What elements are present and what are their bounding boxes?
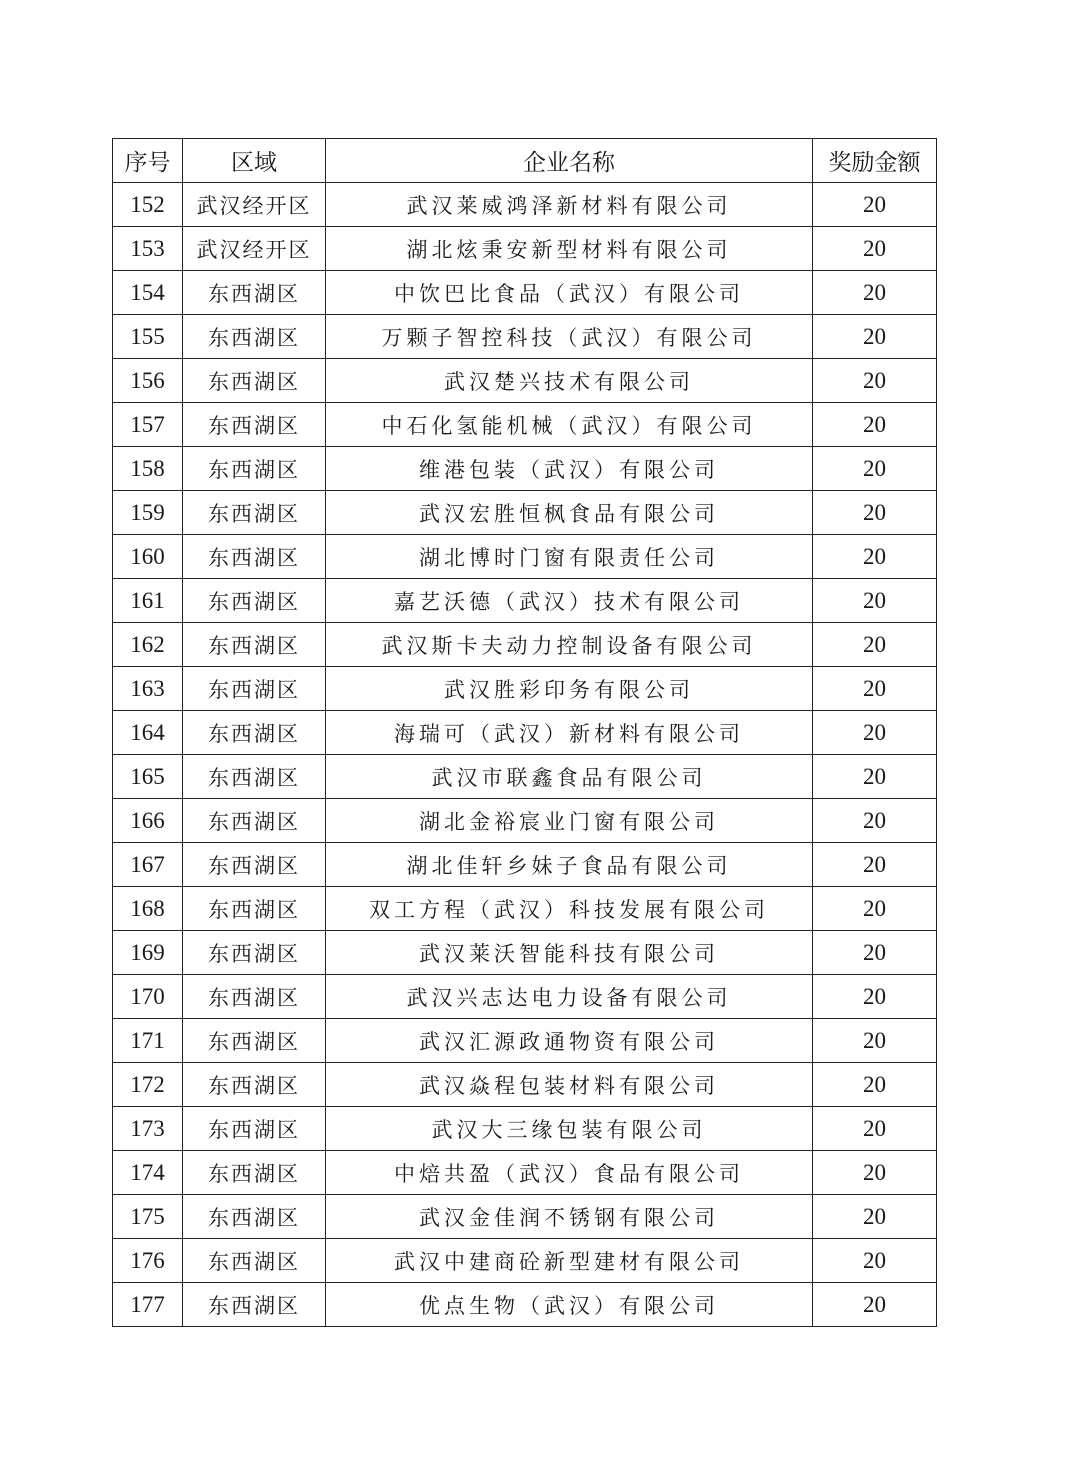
- table-row: [113, 711, 937, 755]
- row-region: 东西湖区: [183, 755, 326, 799]
- row-region: 东西湖区: [183, 931, 326, 975]
- row-company-name: 嘉艺沃德（武汉）技术有限公司: [326, 579, 813, 623]
- row-number: 152: [113, 183, 183, 227]
- table-row: [113, 755, 937, 799]
- row-region: 东西湖区: [183, 535, 326, 579]
- row-region: 东西湖区: [183, 711, 326, 755]
- row-amount: 20: [813, 755, 937, 799]
- row-number: 155: [113, 315, 183, 359]
- row-amount: 20: [813, 271, 937, 315]
- row-amount: 20: [813, 1239, 937, 1283]
- row-company-name: 武汉胜彩印务有限公司: [326, 667, 813, 711]
- row-number: 177: [113, 1283, 183, 1327]
- row-company-name: 武汉中建商砼新型建材有限公司: [326, 1239, 813, 1283]
- header-amount: 奖励金额: [813, 139, 937, 183]
- row-company-name: 中石化氢能机械（武汉）有限公司: [326, 403, 813, 447]
- row-region: 东西湖区: [183, 403, 326, 447]
- row-number: 175: [113, 1195, 183, 1239]
- row-amount: 20: [813, 403, 937, 447]
- row-number: 160: [113, 535, 183, 579]
- row-company-name: 武汉市联鑫食品有限公司: [326, 755, 813, 799]
- row-company-name: 武汉焱程包装材料有限公司: [326, 1063, 813, 1107]
- row-amount: 20: [813, 1107, 937, 1151]
- row-amount: 20: [813, 535, 937, 579]
- row-company-name: 武汉宏胜恒枫食品有限公司: [326, 491, 813, 535]
- row-amount: 20: [813, 227, 937, 271]
- row-region: 东西湖区: [183, 579, 326, 623]
- row-number: 154: [113, 271, 183, 315]
- table-row: [113, 271, 937, 315]
- row-region: 东西湖区: [183, 1063, 326, 1107]
- row-number: 161: [113, 579, 183, 623]
- row-amount: 20: [813, 359, 937, 403]
- row-number: 159: [113, 491, 183, 535]
- row-company-name: 湖北博时门窗有限责任公司: [326, 535, 813, 579]
- row-number: 163: [113, 667, 183, 711]
- row-company-name: 优点生物（武汉）有限公司: [326, 1283, 813, 1327]
- row-number: 167: [113, 843, 183, 887]
- row-company-name: 中饮巴比食品（武汉）有限公司: [326, 271, 813, 315]
- row-amount: 20: [813, 183, 937, 227]
- row-number: 156: [113, 359, 183, 403]
- row-company-name: 海瑞可（武汉）新材料有限公司: [326, 711, 813, 755]
- header-row: [113, 139, 937, 183]
- row-region: 东西湖区: [183, 447, 326, 491]
- row-amount: 20: [813, 1063, 937, 1107]
- row-region: 东西湖区: [183, 1151, 326, 1195]
- table-row: [113, 1239, 937, 1283]
- row-company-name: 维港包装（武汉）有限公司: [326, 447, 813, 491]
- row-region: 东西湖区: [183, 843, 326, 887]
- row-amount: 20: [813, 667, 937, 711]
- table-row: [113, 1151, 937, 1195]
- table-row: [113, 1195, 937, 1239]
- table-row: [113, 1283, 937, 1327]
- row-number: 176: [113, 1239, 183, 1283]
- table-row: [113, 975, 937, 1019]
- row-number: 153: [113, 227, 183, 271]
- row-company-name: 武汉大三缘包装有限公司: [326, 1107, 813, 1151]
- row-company-name: 武汉斯卡夫动力控制设备有限公司: [326, 623, 813, 667]
- row-amount: 20: [813, 1283, 937, 1327]
- row-amount: 20: [813, 1195, 937, 1239]
- table-row: [113, 887, 937, 931]
- row-region: 东西湖区: [183, 799, 326, 843]
- table-row: [113, 799, 937, 843]
- table-row: [113, 623, 937, 667]
- row-company-name: 万颗子智控科技（武汉）有限公司: [326, 315, 813, 359]
- table-row: [113, 931, 937, 975]
- table-row: [113, 447, 937, 491]
- header-region: 区域: [183, 139, 326, 183]
- row-number: 165: [113, 755, 183, 799]
- row-number: 174: [113, 1151, 183, 1195]
- table-row: [113, 667, 937, 711]
- row-region: 武汉经开区: [183, 227, 326, 271]
- row-company-name: 湖北炫秉安新型材料有限公司: [326, 227, 813, 271]
- table-row: [113, 227, 937, 271]
- row-number: 164: [113, 711, 183, 755]
- row-company-name: 武汉兴志达电力设备有限公司: [326, 975, 813, 1019]
- row-amount: 20: [813, 975, 937, 1019]
- row-number: 168: [113, 887, 183, 931]
- row-region: 东西湖区: [183, 315, 326, 359]
- row-region: 东西湖区: [183, 491, 326, 535]
- table-row: [113, 315, 937, 359]
- row-region: 武汉经开区: [183, 183, 326, 227]
- row-number: 166: [113, 799, 183, 843]
- table-row: [113, 491, 937, 535]
- table-row: [113, 1019, 937, 1063]
- row-region: 东西湖区: [183, 1239, 326, 1283]
- row-number: 173: [113, 1107, 183, 1151]
- award-table: [112, 138, 937, 1327]
- table-row: [113, 579, 937, 623]
- row-number: 169: [113, 931, 183, 975]
- row-company-name: 武汉莱威鸿泽新材料有限公司: [326, 183, 813, 227]
- row-region: 东西湖区: [183, 1107, 326, 1151]
- table-row: [113, 843, 937, 887]
- row-number: 171: [113, 1019, 183, 1063]
- row-company-name: 湖北佳轩乡妹子食品有限公司: [326, 843, 813, 887]
- header-no: 序号: [113, 139, 183, 183]
- table-row: [113, 1107, 937, 1151]
- row-number: 158: [113, 447, 183, 491]
- row-amount: 20: [813, 1151, 937, 1195]
- row-amount: 20: [813, 315, 937, 359]
- row-company-name: 武汉莱沃智能科技有限公司: [326, 931, 813, 975]
- row-region: 东西湖区: [183, 1283, 326, 1327]
- row-company-name: 双工方程（武汉）科技发展有限公司: [326, 887, 813, 931]
- row-amount: 20: [813, 931, 937, 975]
- row-number: 170: [113, 975, 183, 1019]
- row-amount: 20: [813, 579, 937, 623]
- row-amount: 20: [813, 887, 937, 931]
- row-company-name: 湖北金裕宸业门窗有限公司: [326, 799, 813, 843]
- row-region: 东西湖区: [183, 887, 326, 931]
- row-amount: 20: [813, 447, 937, 491]
- table-row: [113, 1063, 937, 1107]
- row-region: 东西湖区: [183, 271, 326, 315]
- row-company-name: 武汉金佳润不锈钢有限公司: [326, 1195, 813, 1239]
- row-region: 东西湖区: [183, 667, 326, 711]
- table-row: [113, 183, 937, 227]
- row-amount: 20: [813, 799, 937, 843]
- table-row: [113, 403, 937, 447]
- row-region: 东西湖区: [183, 1195, 326, 1239]
- row-region: 东西湖区: [183, 975, 326, 1019]
- row-region: 东西湖区: [183, 359, 326, 403]
- row-company-name: 中焙共盈（武汉）食品有限公司: [326, 1151, 813, 1195]
- row-amount: 20: [813, 711, 937, 755]
- row-company-name: 武汉楚兴技术有限公司: [326, 359, 813, 403]
- row-amount: 20: [813, 491, 937, 535]
- row-number: 157: [113, 403, 183, 447]
- row-number: 162: [113, 623, 183, 667]
- row-region: 东西湖区: [183, 1019, 326, 1063]
- row-amount: 20: [813, 623, 937, 667]
- row-region: 东西湖区: [183, 623, 326, 667]
- table-row: [113, 359, 937, 403]
- header-company: 企业名称: [326, 139, 813, 183]
- row-amount: 20: [813, 1019, 937, 1063]
- row-number: 172: [113, 1063, 183, 1107]
- table-row: [113, 535, 937, 579]
- row-company-name: 武汉汇源政通物资有限公司: [326, 1019, 813, 1063]
- row-amount: 20: [813, 843, 937, 887]
